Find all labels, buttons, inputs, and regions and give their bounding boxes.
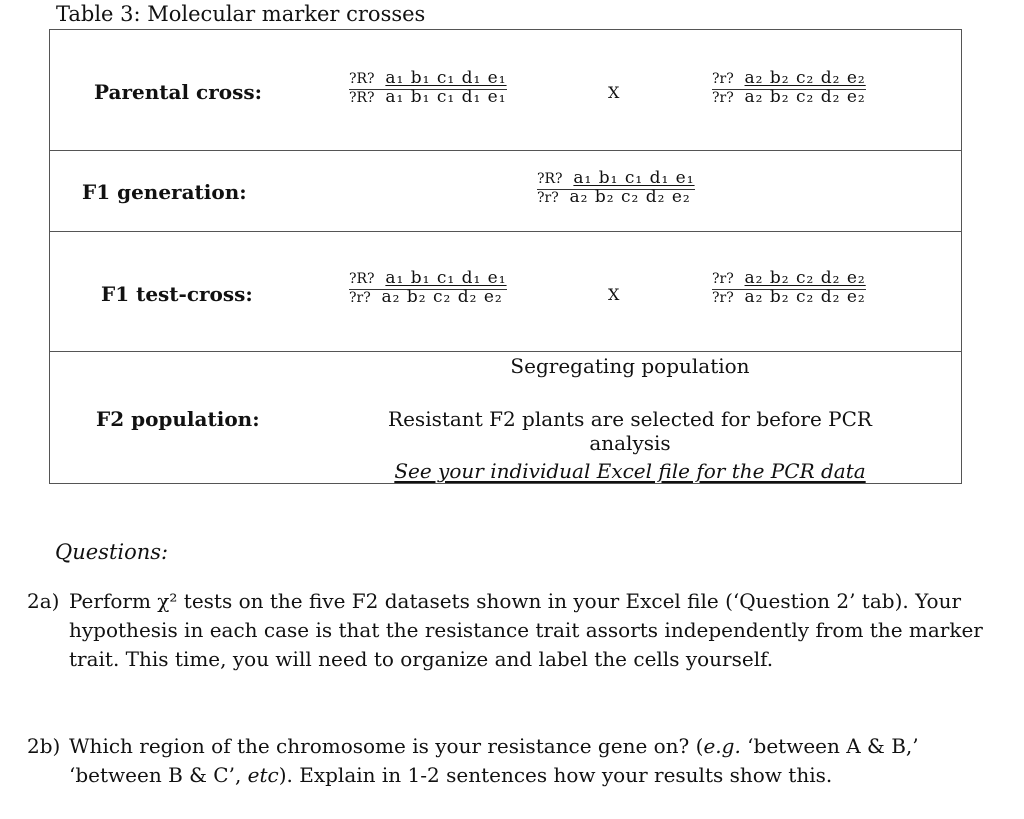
allele-prefix: ?r? <box>349 290 371 306</box>
allele-set: a₂ b₂ c₂ d₂ e₂ <box>744 268 866 288</box>
row-divider <box>50 231 961 232</box>
question-text-italic: e.g. <box>703 734 741 758</box>
question-text: ). Explain in 1-2 sentences how your results show this. <box>278 763 833 787</box>
allele-set: a₁ b₁ c₁ d₁ e₁ <box>385 268 507 288</box>
allele-set: a₂ b₂ c₂ d₂ e₂ <box>569 187 691 207</box>
f1-testcross-label: F1 test-cross: <box>101 282 253 306</box>
questions-heading: Questions: <box>55 540 169 564</box>
allele-prefix: ?R? <box>537 171 563 187</box>
resistant-selection-text: Resistant F2 plants are selected for before PCR analysis <box>388 407 872 455</box>
question-text: Which region of the chromosome is your resistance gene on? ( <box>69 734 704 758</box>
row-divider <box>50 150 961 151</box>
question-2a <box>27 587 987 674</box>
question-number: 2a) <box>27 589 60 613</box>
allele-set: a₂ b₂ c₂ d₂ e₂ <box>744 68 866 88</box>
testcross-left-genotype <box>349 270 507 308</box>
f1-genotype <box>537 170 695 208</box>
allele-set: a₂ b₂ c₂ d₂ e₂ <box>381 287 503 307</box>
testcross-right-genotype <box>712 270 866 308</box>
cross-symbol: X <box>608 285 620 304</box>
allele-set: a₁ b₁ c₁ d₁ e₁ <box>385 68 507 88</box>
question-text-italic: etc <box>247 763 279 787</box>
excel-reference-text: See your individual Excel file for the PCR data <box>394 459 866 483</box>
parental-cross-label: Parental cross: <box>94 80 262 104</box>
cross-symbol: X <box>608 83 620 102</box>
allele-prefix: ?R? <box>349 71 375 87</box>
allele-set: a₂ b₂ c₂ d₂ e₂ <box>744 87 866 107</box>
allele-prefix: ?R? <box>349 271 375 287</box>
allele-prefix: ?r? <box>712 90 734 106</box>
allele-set: a₂ b₂ c₂ d₂ e₂ <box>744 287 866 307</box>
question-text: Perform χ² tests on the five F2 datasets shown in your Excel file (‘Question 2’ tab). Your hypothesis in each case is that the resistance trait assorts independently from the marker trait. This time, you will need to organize and label the cells yourself. <box>69 589 983 671</box>
question-number: 2b) <box>27 734 61 758</box>
allele-prefix: ?r? <box>712 290 734 306</box>
allele-prefix: ?r? <box>537 190 559 206</box>
f2-population-label: F2 population: <box>96 407 260 431</box>
allele-set: a₁ b₁ c₁ d₁ e₁ <box>573 168 695 188</box>
allele-prefix: ?R? <box>349 90 375 106</box>
row-divider <box>50 351 961 352</box>
parental-left-genotype <box>349 70 507 108</box>
allele-prefix: ?r? <box>712 271 734 287</box>
parental-right-genotype <box>712 70 866 108</box>
allele-set: a₁ b₁ c₁ d₁ e₁ <box>385 87 507 107</box>
f1-generation-label: F1 generation: <box>82 180 247 204</box>
question-text: ‘between A & B,’ ‘between B & C’, <box>69 734 919 787</box>
table-caption: Table 3: Molecular marker crosses <box>56 2 426 26</box>
marker-cross-table <box>49 29 962 484</box>
allele-prefix: ?r? <box>712 71 734 87</box>
question-2b <box>27 732 987 790</box>
segregating-text: Segregating population <box>510 354 750 378</box>
